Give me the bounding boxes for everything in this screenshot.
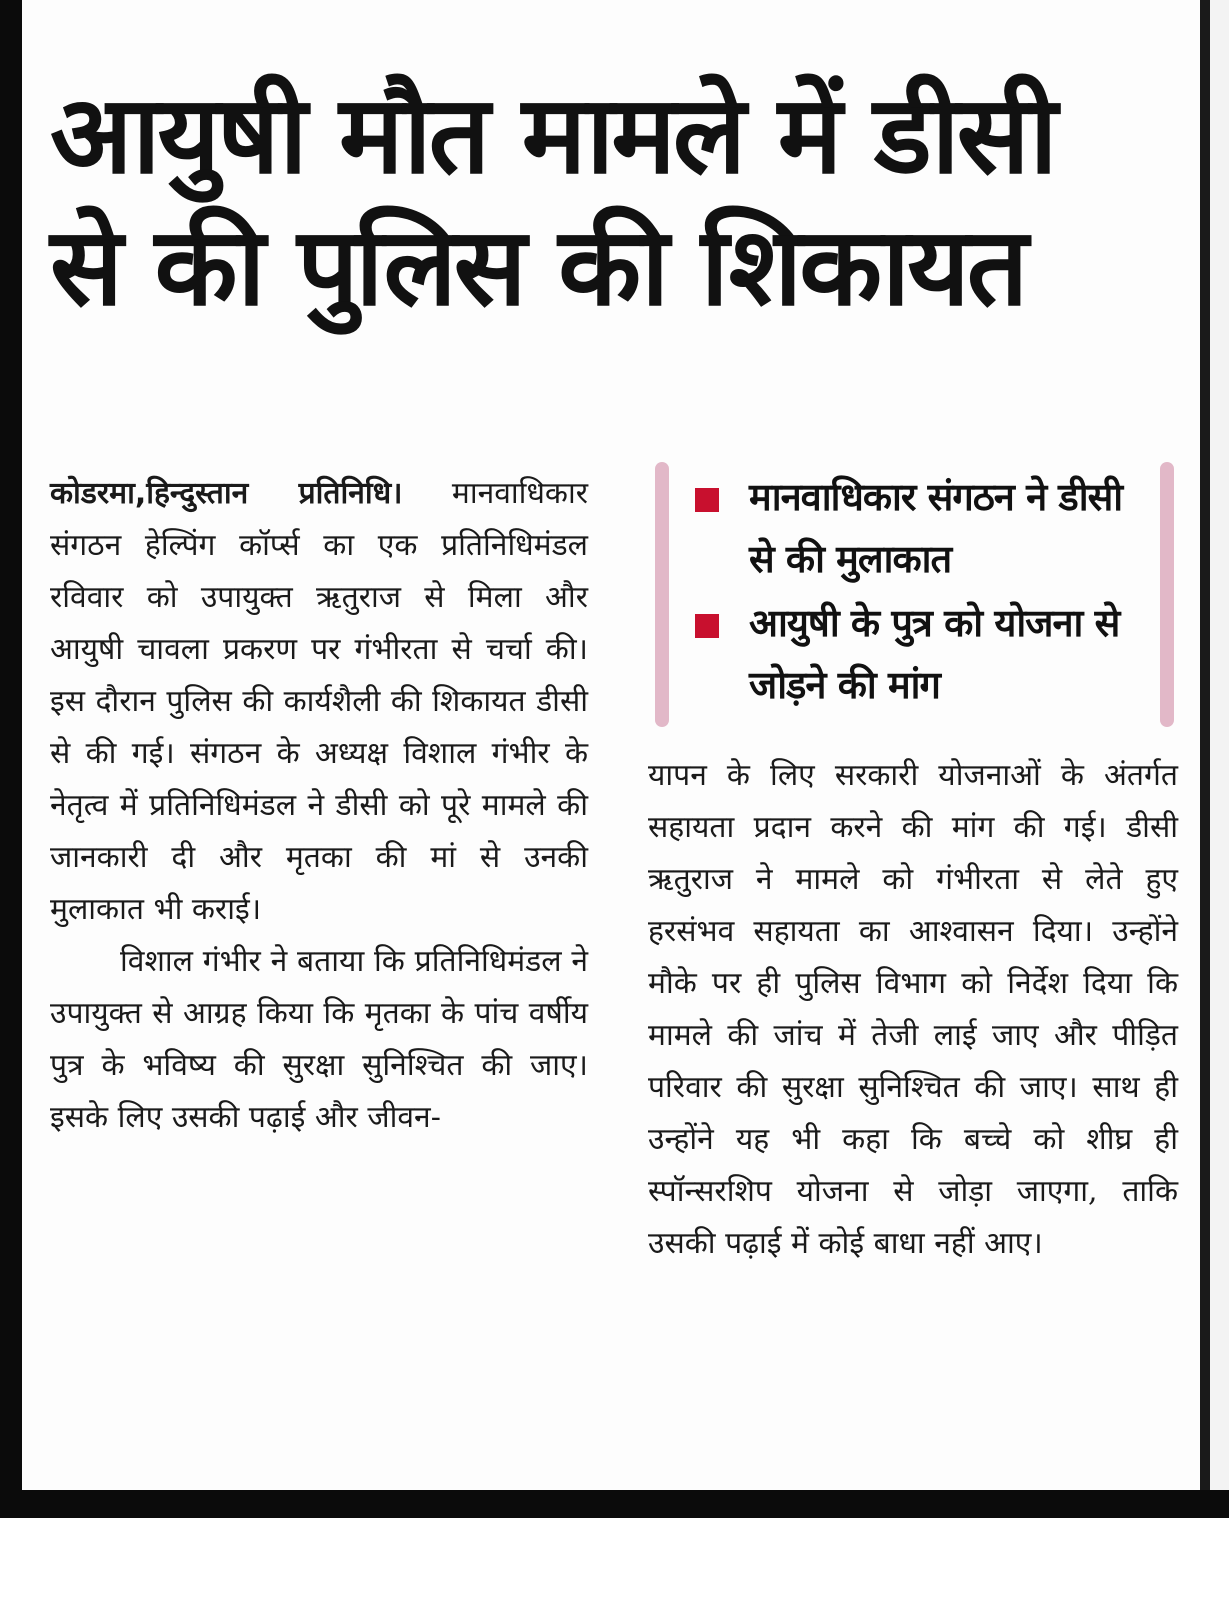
highlight-text: मानवाधिकार संगठन ने डीसी से की मुलाकात bbox=[749, 475, 1123, 581]
highlight-item bbox=[695, 592, 1145, 716]
frame-bottom-border bbox=[0, 1490, 1229, 1518]
headline bbox=[50, 70, 1180, 334]
frame-left-border bbox=[0, 0, 22, 1490]
frame-right-border bbox=[1200, 0, 1210, 1490]
red-square-bullet-icon bbox=[695, 614, 719, 638]
article-column-left bbox=[50, 468, 588, 1144]
frame-right-edge bbox=[1210, 0, 1229, 1490]
highlight-item bbox=[695, 466, 1145, 590]
highlight-text: आयुषी के पुत्र को योजना से जोड़ने की मांग bbox=[749, 601, 1120, 707]
article-paragraph-2: विशाल गंभीर ने बताया कि प्रतिनिधिमंडल ने उपायुक्त से आग्रह किया कि मृतका के पांच वर्षीय पुत्र के भविष्य की सुरक्षा सुनिश्चित की जाए। इसके लिए उसकी पढ़ाई और जीवन- bbox=[50, 944, 588, 1135]
highlights-box bbox=[655, 462, 1175, 732]
article-paragraph-1 bbox=[50, 468, 588, 936]
headline-line-2: से की पुलिस की शिकायत bbox=[50, 205, 1026, 330]
dateline: कोडरमा,हिन्दुस्तान प्रतिनिधि। bbox=[50, 476, 403, 511]
highlight-bracket-left bbox=[655, 462, 669, 727]
article-paragraph-3: यापन के लिए सरकारी योजनाओं के अंतर्गत सहायता प्रदान करने की मांग की गई। डीसी ऋतुराज ने मामले को गंभीरता से लेते हुए हरसंभव सहायता का आश्वासन दिया। उन्होंने मौके पर ही पुलिस विभाग को निर्देश दिया कि मामले की जांच में तेजी लाई जाए और पीड़ित परिवार की सुरक्षा सुनिश्चित की जाए। साथ ही उन्होंने यह भी कहा कि बच्चे को शीघ्र ही स्पॉन्सरशिप योजना से जोड़ा जाएगा, ताकि उसकी पढ़ाई में कोई बाधा नहीं आए। bbox=[648, 758, 1178, 1261]
article-paragraph-1-text: मानवाधिकार संगठन हेल्पिंग कॉर्प्स का एक प्रतिनिधिमंडल रविवार को उपायुक्त ऋतुराज से मिला और आयुषी चावला प्रकरण पर गंभीरता से चर्चा की। इस दौरान पुलिस की कार्यशैली की शिकायत डीसी से की गई। संगठन के अध्यक्ष विशाल गंभीर के नेतृत्व में प्रतिनिधिमंडल ने डीसी को पूरे मामले की जानकारी दी और मृतका की मां से उनकी मुलाकात भी कराई। bbox=[50, 476, 588, 927]
article-column-right bbox=[648, 750, 1178, 1270]
headline-line-1: आयुषी मौत मामले में डीसी bbox=[50, 73, 1055, 198]
highlight-bracket-right bbox=[1160, 462, 1174, 727]
red-square-bullet-icon bbox=[695, 488, 719, 512]
